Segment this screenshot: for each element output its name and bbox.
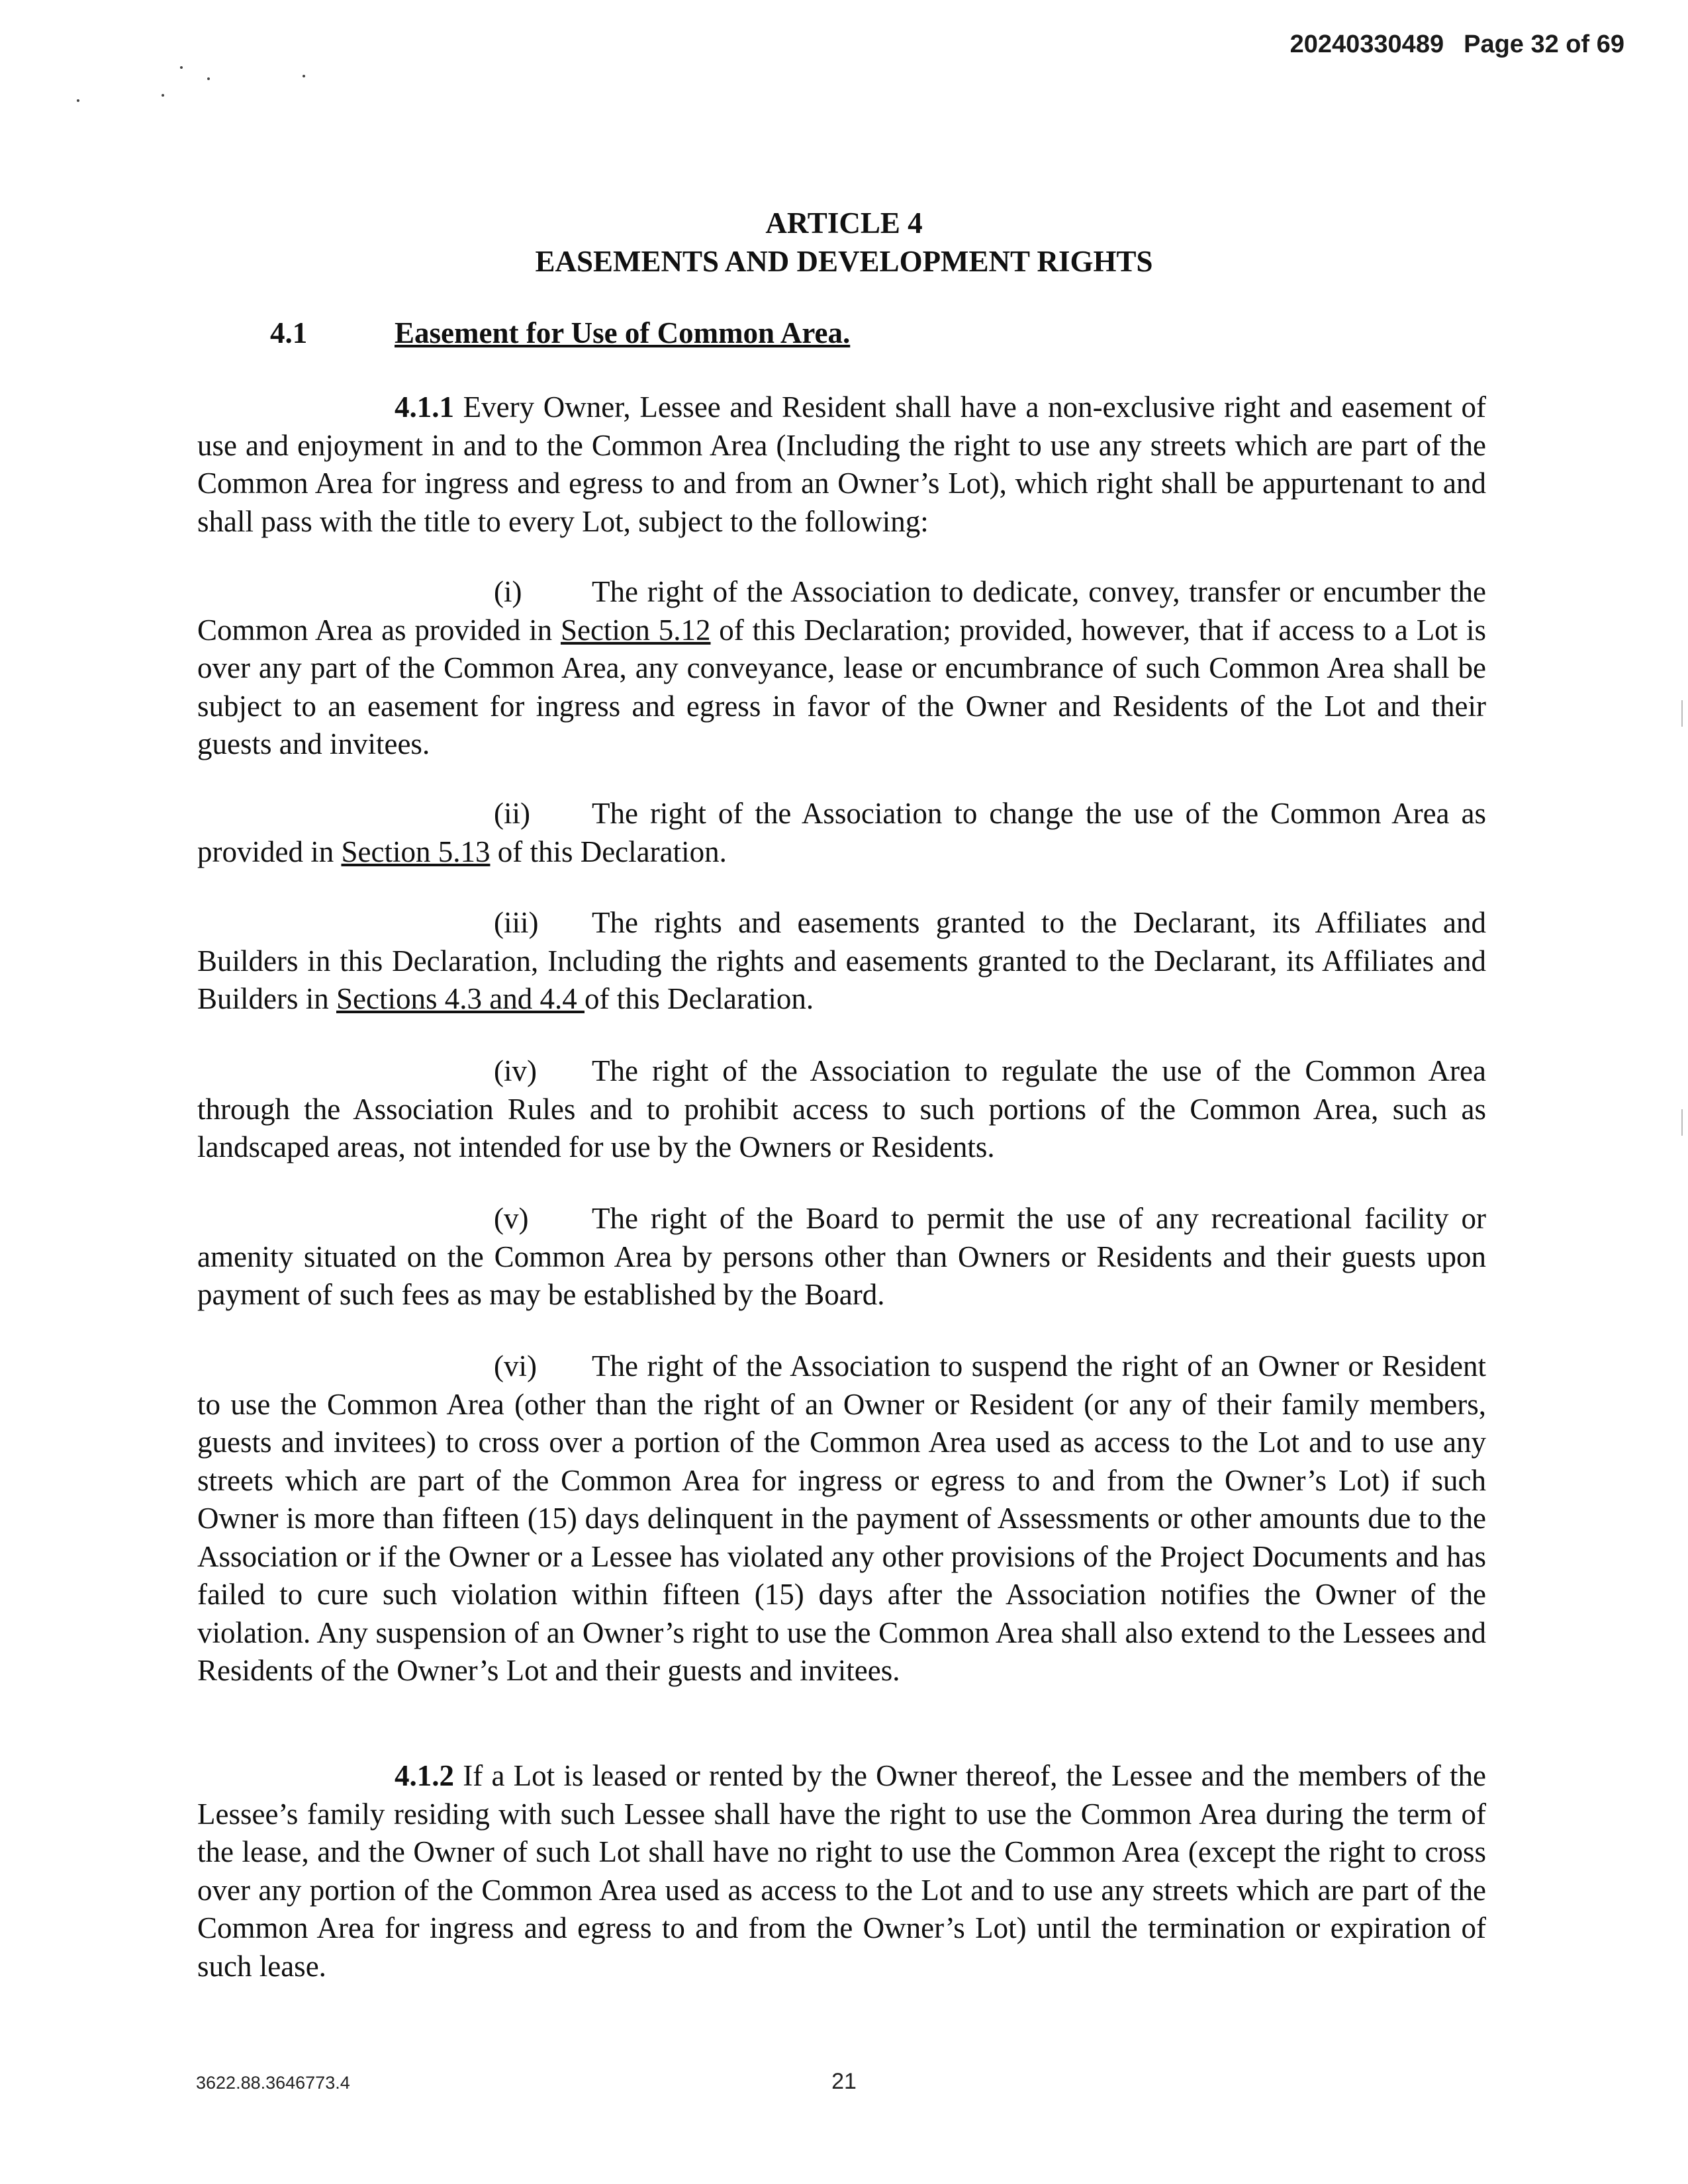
scan-edge-mark: [1681, 1109, 1683, 1136]
section-reference: Section 5.13: [341, 835, 491, 868]
recording-number: 20240330489: [1289, 30, 1444, 58]
article-number: ARTICLE 4: [765, 206, 923, 240]
list-item: [197, 795, 1486, 871]
item-label: (i): [494, 575, 522, 608]
list-item: [197, 1200, 1486, 1314]
subsection-text: Every Owner, Lessee and Resident shall have a non-exclusive right and easement of use and enjoyment in and to the Common Area (Including the right to use any streets which are part of the Common Area for ingress and egress to and from an Owner’s Lot), which right shall be appurtenant to and shall pass with the title to every Lot, subject to the following:: [197, 390, 1486, 538]
subsection-number: 4.1.2: [395, 1759, 454, 1792]
subsection-text: If a Lot is leased or rented by the Owner thereof, the Lessee and the members of the Lessee’s family residing with such Lessee shall have the right to use the Common Area during the term of the lease, and the Owner of such Lot shall have no right to use the Common Area (except the right to cross over any portion of the Common Area used as access to the Lot and to use any streets which are part of the Common Area for ingress and egress to and from the Owner’s Lot) until the termination or expiration of such lease.: [197, 1759, 1486, 1983]
item-label: (vi): [494, 1349, 537, 1383]
subsection-number: 4.1.1: [395, 390, 454, 424]
subsection-4-1-1: [197, 388, 1486, 541]
item-label: (iii): [494, 906, 539, 939]
subsection-4-1-2: [197, 1757, 1486, 1985]
item-label: (v): [494, 1202, 529, 1235]
section-heading: [270, 316, 850, 350]
scan-edge-mark: [1681, 700, 1683, 727]
item-text: of this Declaration.: [490, 835, 727, 868]
item-text: of this Declaration; provided, however, that if access to a Lot is over any part of the Common Area, any conveyance, lease or encumbrance of such Common Area shall be subject to an easement for ingress and egress in favor of the Owner and Residents of the Lot and their guests and invitees.: [197, 613, 1487, 760]
page-indicator: Page 32 of 69: [1464, 30, 1624, 58]
article-title: EASEMENTS AND DEVELOPMENT RIGHTS: [535, 245, 1153, 278]
list-item: [197, 904, 1486, 1019]
document-id: 3622.88.3646773.4: [196, 2073, 350, 2093]
recording-stamp: [1290, 30, 1624, 59]
item-text: The rights and easements granted to the Declarant, its Affiliates and Builders in this Declaration, Including the rights and easements granted to the Declarant, its Affiliates and Builders in: [197, 906, 1486, 1015]
section-title: Easement for Use of Common Area.: [395, 316, 851, 349]
item-text: The right of the Board to permit the use of any recreational facility or amenity situated on the Common Area by persons other than Owners or Residents and their guests upon payment of such fees as may be established by the Board.: [197, 1202, 1486, 1311]
section-reference: Section 5.12: [560, 613, 711, 647]
section-reference: Sections 4.3 and 4.4: [336, 982, 585, 1015]
page-number: 21: [831, 2069, 857, 2094]
list-item: [197, 1052, 1486, 1167]
section-number: 4.1: [270, 316, 308, 349]
item-text: The right of the Association to change the use of the Common Area as provided in: [197, 797, 1486, 868]
item-text: The right of the Association to dedicate, convey, transfer or encumber the Common Area as provided in: [197, 575, 1486, 647]
item-text: of this Declaration.: [584, 982, 814, 1015]
item-text: The right of the Association to suspend the right of an Owner or Resident to use the Common Area (other than the right of an Owner or Resident (or any of their family members, guests and invitees) to cross over a portion of the Common Area used as access to the Lot and to use any streets which are part of the Common Area for ingress or egress to and from the Owner’s Lot) if such Owner is more than fifteen (15) days delinquent in the payment of Assessments or other amounts due to the Association or if the Owner or a Lessee has violated any other provisions of the Project Documents and has failed to cure such violation within fifteen (15) days after the Association notifies the Owner of the violation. Any suspension of an Owner’s right to use the Common Area shall also extend to the Lessees and Residents of the Owner’s Lot and their guests and invitees.: [197, 1349, 1486, 1687]
list-item: [197, 573, 1486, 764]
item-label: (ii): [494, 797, 530, 830]
item-text: The right of the Association to regulate the use of the Common Area through the Association Rules and to prohibit access to such portions of the Common Area, such as landscaped areas, not intended for use by the Owners or Residents.: [197, 1054, 1486, 1163]
article-heading: [0, 204, 1688, 281]
item-label: (iv): [494, 1054, 537, 1087]
list-item: [197, 1347, 1486, 1690]
